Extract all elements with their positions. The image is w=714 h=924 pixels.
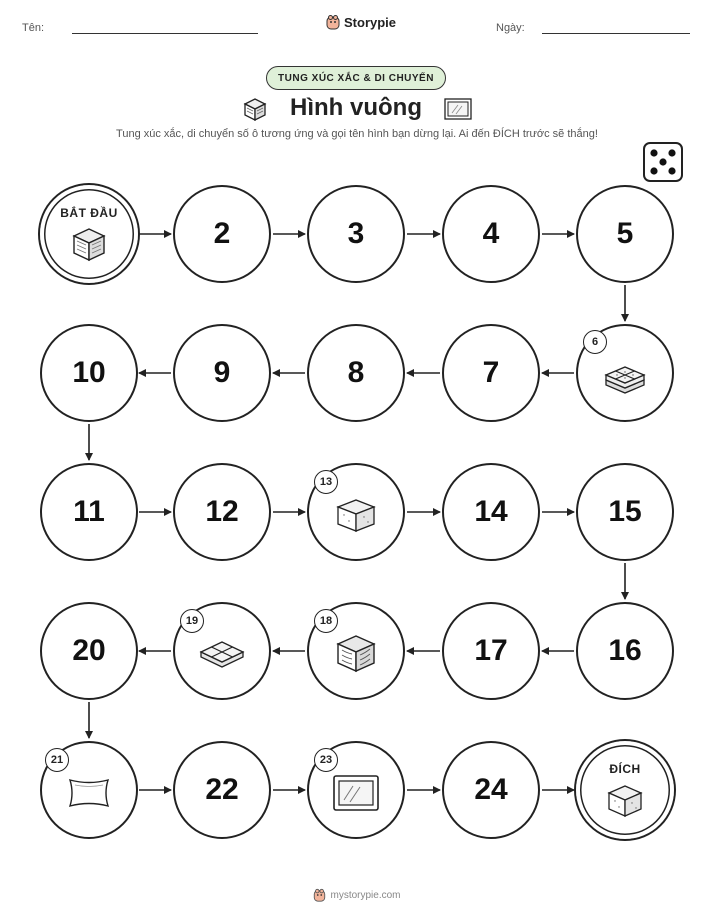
- cell-13-badge: 13: [314, 470, 338, 494]
- footer: [0, 888, 714, 902]
- cell-number: 8: [347, 356, 365, 389]
- wood-cube-icon: [68, 224, 110, 264]
- cell-23-badge: 23: [314, 748, 338, 772]
- cell-11: [40, 463, 138, 561]
- picture-frame-icon: [331, 773, 381, 813]
- finish-cell: [576, 741, 674, 839]
- cell-8: [307, 324, 405, 422]
- title-text: Hình vuông: [290, 94, 422, 121]
- storypie-logo-icon: [313, 888, 326, 902]
- instructions: Tung xúc xắc, di chuyển số ô tương ứng và gọi tên hình bạn dừng lại. Ai đến ĐÍCH trước sẽ thắng!: [116, 128, 598, 140]
- cell-15: [576, 463, 674, 561]
- start-label: BẮT ĐẦU: [60, 206, 118, 220]
- cell-number: 14: [474, 495, 508, 528]
- cell-number: 3: [347, 217, 365, 250]
- cell-number: 9: [213, 356, 231, 389]
- cell-4: [442, 185, 540, 283]
- name-label: Tên:: [22, 22, 45, 34]
- cell-number: 10: [72, 356, 106, 389]
- cell-24: [442, 741, 540, 839]
- cell-18-badge: 18: [314, 609, 338, 633]
- cell-number: 12: [205, 495, 239, 528]
- cell-14: [442, 463, 540, 561]
- footer-site[interactable]: mystorypie.com: [330, 889, 401, 901]
- cube-box-icon: [605, 782, 645, 820]
- cube-box-icon: [334, 495, 378, 535]
- cell-2: [173, 185, 271, 283]
- cell-number: 24: [474, 773, 508, 806]
- pillow-icon: [66, 776, 112, 810]
- cell-number: 4: [482, 217, 500, 250]
- cell-number: 7: [482, 356, 500, 389]
- cell-number: 17: [474, 634, 508, 667]
- cell-number: 22: [205, 773, 239, 806]
- cell-number: 16: [608, 634, 642, 667]
- cell-6-badge: 6: [583, 330, 607, 354]
- cell-number: 5: [616, 217, 634, 250]
- tile-stack-icon: [602, 358, 648, 398]
- cell-7: [442, 324, 540, 422]
- cell-number: 20: [72, 634, 106, 667]
- brand-name: Storypie: [344, 14, 397, 30]
- wood-cube-icon: [334, 631, 378, 675]
- cell-16: [576, 602, 674, 700]
- activity-badge: TUNG XÚC XẮC & DI CHUYỂN: [266, 66, 446, 90]
- cell-number: 2: [213, 217, 231, 250]
- cell-22: [173, 741, 271, 839]
- cell-12: [173, 463, 271, 561]
- cell-21-badge: 21: [45, 748, 69, 772]
- cell-19-badge: 19: [180, 609, 204, 633]
- start-cell: [40, 185, 138, 283]
- finish-label: ĐÍCH: [609, 762, 641, 776]
- cell-number: 15: [608, 495, 642, 528]
- date-label: Ngày:: [496, 22, 525, 34]
- cell-20: [40, 602, 138, 700]
- cell-9: [173, 324, 271, 422]
- cell-3: [307, 185, 405, 283]
- cell-10: [40, 324, 138, 422]
- cell-5: [576, 185, 674, 283]
- square-tiles-icon: [197, 636, 247, 672]
- cell-number: 11: [73, 495, 105, 528]
- cell-17: [442, 602, 540, 700]
